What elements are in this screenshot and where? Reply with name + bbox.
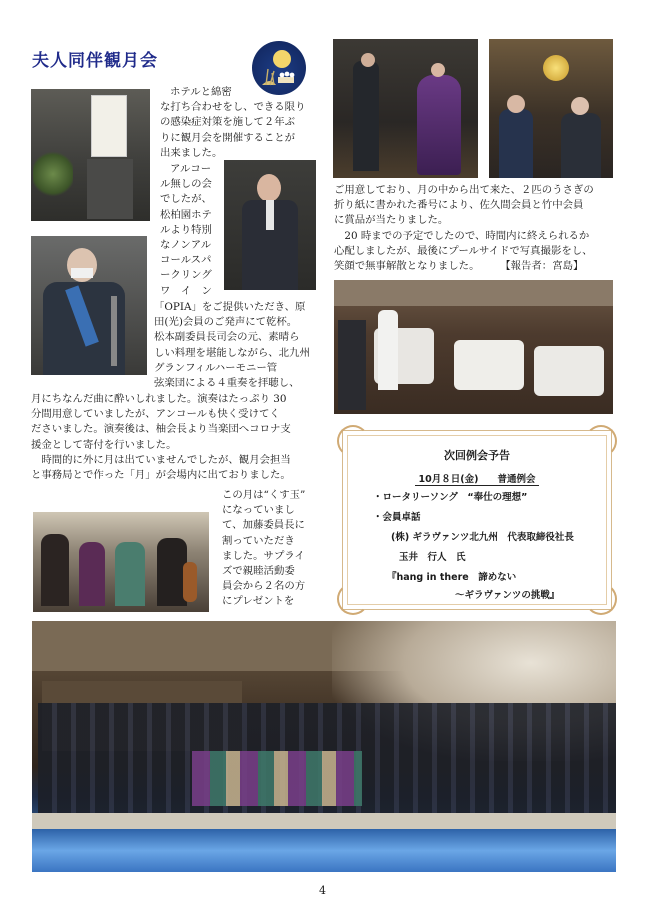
text-line: 「OPIA」をご提供いただき、原: [154, 301, 306, 313]
ornament-corner: [337, 583, 369, 615]
notice-speaker-company: (株) ギラヴァンツ北九州 代表取締役社長: [391, 532, 574, 543]
notice-topic-line2: ～ギラヴァンツの挑戦』: [455, 590, 560, 601]
text-line: ル無しの会: [160, 178, 212, 191]
next-meeting-notice: [342, 430, 612, 610]
text-line: と事務局とで作った「月」が会場内に出ておりました。: [31, 469, 291, 482]
text-line: の感染症対策を施して２年ぶ: [160, 116, 296, 129]
text-line: しい料理を堪能しながら、北九州: [154, 346, 310, 359]
chairman-speech-photo: [224, 160, 316, 290]
text-line: 員会から２名の方: [222, 580, 306, 593]
article-text-col1-top: [160, 85, 312, 161]
text-line: ホテルと綿密: [170, 86, 232, 98]
text-line: にプレゼントを: [222, 595, 295, 608]
dining-tables-photo: [334, 280, 613, 414]
entrance-sign-photo: [31, 89, 150, 221]
text-line: になっていまし: [222, 504, 295, 517]
text-line: コールスパ: [160, 254, 212, 267]
text-line: 田(光)会員のご発声にて乾杯。: [154, 316, 298, 329]
text-line: 20 時までの予定でしたので、時間内に終えられるか: [334, 229, 590, 242]
notice-speaker-name: 玉井 行人 氏: [399, 552, 466, 563]
text-line: な打ち合わせをし、できる限り: [160, 101, 306, 114]
text-line: 援金として寄付を行いました。: [31, 438, 177, 451]
text-line: ルより特別: [160, 223, 212, 236]
string-quartet-photo: [33, 512, 209, 612]
page-number: 4: [319, 884, 326, 897]
flower-presentation-photo: [333, 39, 478, 178]
article-text-col1-narrow: [160, 162, 222, 299]
kusudama-moon-photo: [489, 39, 613, 178]
text-line: 弦楽団による４重奏を拝聴し、: [154, 377, 300, 390]
text-line: 分間用意していましたが、アンコールも快く受けてく: [31, 408, 280, 421]
text-line: 松柏園ホテ: [160, 208, 212, 221]
text-line: ワ イ ン: [160, 284, 212, 297]
text-line: この月は“くす玉”: [222, 489, 306, 501]
text-line: グランフィルハーモニー管: [154, 361, 278, 374]
text-line: 折り紙に書かれた番号により、佐久間会員と竹中会員: [334, 199, 584, 212]
notice-title: 次回例会予告: [444, 449, 510, 462]
text-line: 時間的に外に月は出ていませんでしたが、観月会担当: [31, 453, 291, 466]
text-line: ズで親睦活動委: [222, 565, 295, 578]
text-line: ークリング: [160, 269, 212, 282]
notice-topic-line1: 『hang in there 諦めない: [387, 572, 517, 583]
text-line: ました。サプライ: [222, 549, 305, 562]
text-line: ださいました。演奏後は、柚会長より当楽団へコロナ支: [31, 423, 291, 436]
article-title: 夫人同伴観月会: [32, 51, 158, 71]
text-line: 割っていただき: [222, 534, 295, 547]
text-line: なノンアル: [160, 239, 212, 252]
group-poolside-photo: [32, 621, 616, 872]
text-line: 松本副委員長司会の元、素晴ら: [154, 331, 300, 344]
text-line: アルコー: [170, 163, 212, 175]
article-text-col1-bottom: [222, 488, 320, 610]
article-text-col2: [334, 183, 615, 274]
text-line: ご用意しており、月の中から出て来た、２匹のうさぎの: [334, 184, 594, 196]
ornament-corner: [585, 583, 617, 615]
notice-date: 10月８日(金) 普通例会: [415, 474, 540, 486]
text-line: 心配しましたが、最後にプールサイドで写真撮影をし、: [334, 244, 593, 257]
text-line: 笑顔で無事解散となりました。 【報告者：宮島】: [334, 260, 584, 273]
text-line: りに観月会を開催することが: [160, 131, 296, 144]
article-text-col1-full: [154, 300, 322, 391]
notice-item-song: ・ロータリーソング “奉仕の理想”: [373, 492, 528, 503]
article-text-col1-wide: [31, 392, 321, 483]
toast-speech-photo: [31, 236, 147, 375]
text-line: て、加藤委員長に: [222, 519, 305, 532]
text-line: 月にちなんだ曲に酔いしれました。演奏はたっぷり 30: [31, 393, 287, 405]
notice-item-talk: ・会員卓話: [373, 512, 421, 523]
text-line: 出来ました。: [160, 146, 223, 159]
text-line: でしたが、: [160, 193, 212, 206]
text-line: に賞品が当たりました。: [334, 214, 449, 227]
